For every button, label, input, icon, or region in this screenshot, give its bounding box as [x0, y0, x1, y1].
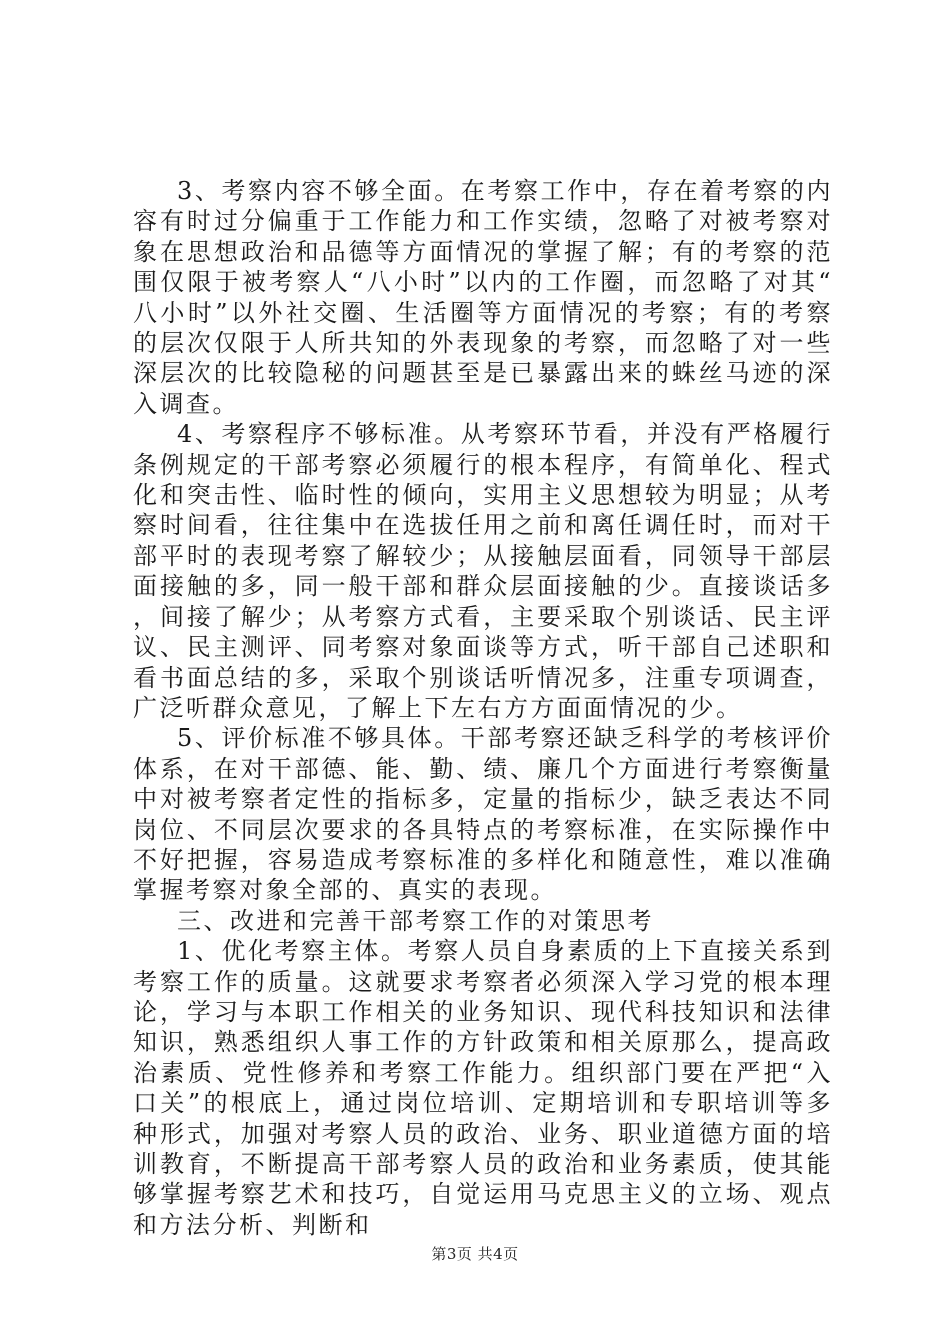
- paragraph-item-4-procedure: 4、考察程序不够标准。从考察环节看，并没有严格履行条例规定的干部考察必须履行的根本程序，有简单化、程式化和突击性、临时性的倾向，实用主义思想较为明显；从考察时间看，往往集中在选拔任用之前和离任调任时，而对干部平时的表现考察了解较少；从接触层面看，同领导干部层面接触的多，同一般干部和群众层面接触的少。直接谈话多，间接了解少；从考察方式看，主要采取个别谈话、民主评议、民主测评、同考察对象面谈等方式，听干部自己述职和看书面总结的多，采取个别谈话听情况多，注重专项调查，广泛听群众意见，了解上下左右方方面面情况的少。: [133, 420, 833, 722]
- page-number-footer: 第3页 共4页: [431, 1245, 519, 1263]
- paragraph-item-1-optimize-subject: 1、优化考察主体。考察人员自身素质的上下直接关系到考察工作的质量。这就要求考察者必须深入学习党的根本理论，学习与本职工作相关的业务知识、现代科技知识和法律知识，熟悉组织人事工作的方针政策和相关原那么，提高政治素质、党性修养和考察工作能力。组织部门要在严把“入口关”的根底上，通过岗位培训、定期培训和专职培训等多种形式，加强对考察人员的政治、业务、职业道德方面的培训教育，不断提高干部考察人员的政治和业务素质，使其能够掌握考察艺术和技巧，自觉运用马克思主义的立场、观点和方法分析、判断和: [133, 937, 833, 1239]
- paragraph-item-3-content: 3、考察内容不够全面。在考察工作中，存在着考察的内容有时过分偏重于工作能力和工作实绩，忽略了对被考察对象在思想政治和品德等方面情况的掌握了解；有的考察的范围仅限于被考察人“八小时”以内的工作圈，而忽略了对其“八小时”以外社交圈、生活圈等方面情况的考察；有的考察的层次仅限于人所共知的外表现象的考察，而忽略了对一些深层次的比较隐秘的问题甚至是已暴露出来的蛛丝马迹的深入调查。: [133, 177, 833, 418]
- paragraph-item-5-standards: 5、评价标准不够具体。干部考察还缺乏科学的考核评价体系，在对干部德、能、勤、绩、廉几个方面进行考察衡量中对被考察者定性的指标多，定量的指标少，缺乏表达不同岗位、不同层次要求的各具特点的考察标准，在实际操作中不好把握，容易造成考察标准的多样化和随意性，难以准确掌握考察对象全部的、真实的表现。: [133, 724, 833, 905]
- document-body: [133, 176, 833, 1240]
- section-heading-countermeasures: 三、改进和完善干部考察工作的对策思考: [177, 906, 654, 935]
